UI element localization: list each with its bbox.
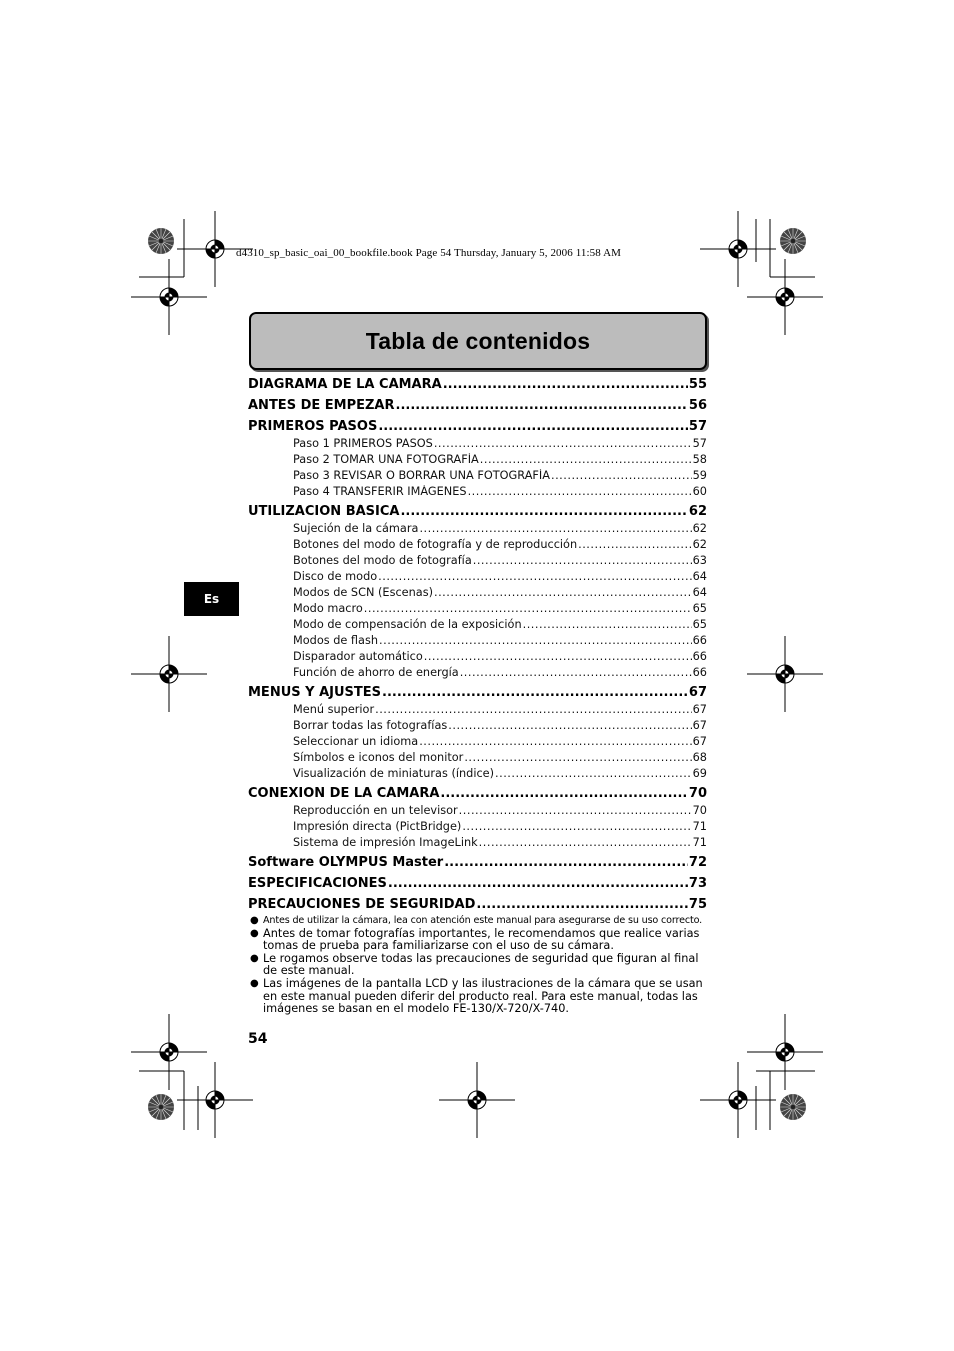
toc-chapter-entry (248, 377, 707, 392)
toc-section-entry (293, 485, 707, 498)
dot-leader (434, 437, 692, 450)
dot-leader (378, 570, 691, 583)
page-title: Tabla de contenidos (365, 327, 591, 354)
toc-entry-label: Seleccionar un idioma (293, 735, 419, 748)
dot-leader (375, 703, 692, 716)
dot-leader (459, 804, 692, 817)
toc-chapter-entry (248, 398, 707, 413)
title-banner (249, 312, 707, 370)
toc-section-entry (293, 522, 707, 535)
toc-entry-page: 67 (692, 719, 707, 732)
toc-entry-page: 75 (688, 897, 707, 912)
toc-section-entry (293, 719, 707, 732)
toc-entry-page: 67 (692, 735, 707, 748)
dot-leader (424, 650, 692, 663)
file-slug: d4310_sp_basic_oai_00_bookfile.book Page 54 Thursday, January 5, 2006 11:58 AM (236, 247, 622, 259)
toc-section-entry (293, 570, 707, 583)
note-item (248, 953, 708, 978)
toc-entry-page: 56 (688, 398, 707, 413)
toc-entry-label: ESPECIFICACIONES (248, 876, 387, 891)
dot-leader (462, 820, 691, 833)
dot-leader (480, 453, 692, 466)
toc-chapter-entry (248, 786, 707, 801)
toc-entry-page: 62 (688, 504, 707, 519)
toc-entry-label: PRECAUCIONES DE SEGURIDAD (248, 897, 476, 912)
toc-entry-label: MENÚS Y AJUSTES (248, 685, 382, 700)
toc-entry-label: Paso 1 PRIMEROS PASOS (293, 437, 433, 450)
toc-section-entry (293, 735, 707, 748)
toc-entry-label: Sujeción de la cámara (293, 522, 419, 535)
toc-section-entry (293, 538, 707, 551)
dot-leader (464, 751, 691, 764)
toc-section-entry (293, 804, 707, 817)
toc-entry-page: 62 (692, 522, 707, 535)
toc-entry-page: 55 (688, 377, 707, 392)
dot-leader (382, 685, 688, 700)
toc-entry-label: Reproducción en un televisor (293, 804, 458, 817)
toc-entry-page: 57 (688, 419, 707, 434)
note-text: Las imágenes de la pantalla LCD y las ilustraciones de la cámara que se usan en este manual pueden diferir del producto real. Para este manual, todas las imágenes se basan en el modelo FE-130/X-720/X-740. (263, 976, 703, 1016)
bullet-icon: ● (250, 977, 259, 989)
toc-entry-label: DIAGRAMA DE LA CÁMARA (248, 377, 442, 392)
toc-chapter-entry (248, 855, 707, 870)
toc-chapter-entry (248, 897, 707, 912)
toc-entry-label: Paso 2 TOMAR UNA FOTOGRAFÍA (293, 453, 479, 466)
toc-entry-label: CONEXIÓN DE LA CÁMARA (248, 786, 440, 801)
toc-entry-label: Modos de SCN (Escenas) (293, 586, 433, 599)
toc-entry-page: 63 (692, 554, 707, 567)
dot-leader (551, 469, 692, 482)
toc-section-entry (293, 602, 707, 615)
dot-leader (495, 767, 692, 780)
toc-entry-label: Sistema de impresión ImageLink (293, 836, 478, 849)
toc-section-entry (293, 618, 707, 631)
toc-entry-label: Símbolos e iconos del monitor (293, 751, 464, 764)
dot-leader (460, 666, 692, 679)
toc-entry-label: Paso 4 TRANSFERIR IMÁGENES (293, 485, 467, 498)
toc-section-entry (293, 767, 707, 780)
toc-entry-page: 64 (692, 570, 707, 583)
toc-entry-label: Visualización de miniaturas (índice) (293, 767, 495, 780)
toc-entry-label: PRIMEROS PASOS (248, 419, 378, 434)
toc-entry-label: Impresión directa (PictBridge) (293, 820, 462, 833)
language-tab: Es (184, 582, 239, 616)
dot-leader (434, 586, 692, 599)
dot-leader (379, 634, 692, 647)
dot-leader (476, 897, 687, 912)
toc-section-entry (293, 751, 707, 764)
dot-leader (396, 398, 688, 413)
notes-list (248, 915, 708, 1016)
dot-leader (578, 538, 692, 551)
note-text: Le rogamos observe todas las precauciones de seguridad que figuran al final de este manual. (263, 951, 699, 978)
dot-leader (468, 485, 692, 498)
dot-leader (400, 504, 687, 519)
dot-leader (419, 522, 691, 535)
toc-entry-label: Disco de modo (293, 570, 378, 583)
toc-entry-label: Función de ahorro de energía (293, 666, 459, 679)
toc-chapter-entry (248, 685, 707, 700)
toc-section-entry (293, 437, 707, 450)
toc-chapter-entry (248, 876, 707, 891)
dot-leader (364, 602, 692, 615)
toc-chapter-entry (248, 504, 707, 519)
toc-section-entry (293, 650, 707, 663)
toc-entry-label: Modo de compensación de la exposición (293, 618, 522, 631)
dot-leader (473, 554, 692, 567)
toc-entry-label: Modo macro (293, 602, 363, 615)
toc-section-entry (293, 703, 707, 716)
note-text: Antes de tomar fotografías importantes, le recomendamos que realice varias tomas de prueba para familiarizarse con el uso de su cámara. (263, 926, 700, 953)
toc-entry-label: Botones del modo de fotografía y de reproducción (293, 538, 578, 551)
toc-entry-page: 70 (692, 804, 707, 817)
toc-entry-page: 67 (692, 703, 707, 716)
toc-entry-page: 68 (692, 751, 707, 764)
dot-leader (388, 876, 688, 891)
toc-entry-page: 58 (692, 453, 707, 466)
toc-entry-page: 71 (692, 820, 707, 833)
toc-entry-page: 70 (688, 786, 707, 801)
toc-entry-page: 69 (692, 767, 707, 780)
toc-section-entry (293, 586, 707, 599)
bullet-icon: ● (250, 915, 259, 926)
dot-leader (443, 377, 688, 392)
toc-entry-page: 71 (692, 836, 707, 849)
toc-entry-page: 60 (692, 485, 707, 498)
dot-leader (440, 786, 687, 801)
toc-entry-label: Disparador automático (293, 650, 423, 663)
bullet-icon: ● (250, 952, 259, 964)
dot-leader (448, 719, 691, 732)
note-text: Antes de utilizar la cámara, lea con atención este manual para asegurarse de su uso correcto. (263, 915, 703, 926)
note-item (248, 928, 708, 953)
toc-entry-label: Paso 3 REVISAR O BORRAR UNA FOTOGRAFÍA (293, 469, 550, 482)
toc-section-entry (293, 820, 707, 833)
toc-entry-label: Modos de flash (293, 634, 379, 647)
note-item (248, 978, 708, 1016)
toc-entry-page: 57 (692, 437, 707, 450)
toc-entry-page: 73 (688, 876, 707, 891)
toc-entry-label: UTILIZACIÓN BÁSICA (248, 504, 400, 519)
toc-entry-label: Software OLYMPUS Master (248, 855, 444, 870)
toc-entry-page: 72 (688, 855, 707, 870)
toc-entry-label: ANTES DE EMPEZAR (248, 398, 395, 413)
toc-entry-page: 62 (692, 538, 707, 551)
toc-entry-page: 66 (692, 650, 707, 663)
toc-chapter-entry (248, 419, 707, 434)
toc-entry-page: 64 (692, 586, 707, 599)
toc-section-entry (293, 469, 707, 482)
toc-section-entry (293, 836, 707, 849)
dot-leader (523, 618, 692, 631)
toc-entry-label: Borrar todas las fotografías (293, 719, 448, 732)
dot-leader (444, 855, 688, 870)
toc-section-entry (293, 666, 707, 679)
dot-leader (479, 836, 692, 849)
toc-section-entry (293, 453, 707, 466)
toc-entry-page: 66 (692, 634, 707, 647)
toc-entry-page: 65 (692, 602, 707, 615)
dot-leader (419, 735, 691, 748)
toc-entry-page: 65 (692, 618, 707, 631)
toc-entry-page: 66 (692, 666, 707, 679)
toc-section-entry (293, 554, 707, 567)
toc-entry-label: Botones del modo de fotografía (293, 554, 472, 567)
page-number: 54 (248, 1031, 268, 1047)
toc-entry-page: 59 (692, 469, 707, 482)
toc-entry-label: Menú superior (293, 703, 375, 716)
bullet-icon: ● (250, 927, 259, 939)
toc-entry-page: 67 (688, 685, 707, 700)
dot-leader (378, 419, 688, 434)
toc-section-entry (293, 634, 707, 647)
